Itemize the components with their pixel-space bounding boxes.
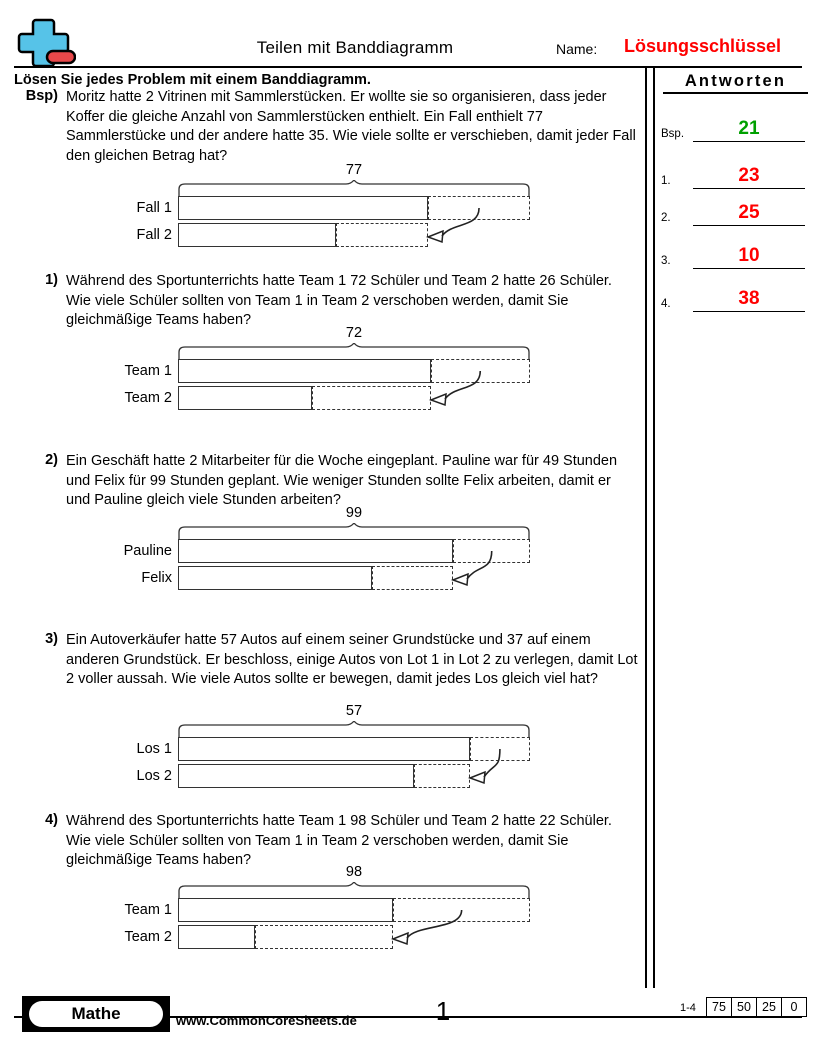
page-number: 1	[435, 996, 451, 1026]
tape-total-label: 77	[345, 162, 363, 178]
tape-bar-dashed-segment	[312, 386, 432, 410]
brand-label: Mathe	[29, 1001, 163, 1027]
tape-brace-icon	[178, 523, 530, 539]
tape-total-label: 72	[345, 325, 363, 341]
problem-text: Während des Sportunterrichts hatte Team 1 98 Schüler und Team 2 hatte 22 Schüler. Wie viele Schüler sollten von Team 1 in Team 2 verschoben werden, damit Sie gleichmäßige Teams haben?	[66, 813, 612, 868]
tape-total-label: 99	[345, 505, 363, 521]
tape-bar-solid-segment	[178, 386, 312, 410]
answer-row-label: Bsp.	[661, 128, 685, 140]
answer-row-label: 1.	[661, 175, 671, 187]
answer-value: 25	[738, 202, 760, 223]
page-title: Teilen mit Banddiagramm	[256, 38, 454, 57]
column-divider-right	[653, 68, 655, 988]
tape-brace-icon	[178, 343, 530, 359]
answer-row	[661, 108, 809, 142]
problem-number: 2)	[45, 452, 58, 468]
tape-brace-icon	[178, 882, 530, 898]
score-cell: 25	[757, 998, 782, 1016]
answer-value: 38	[738, 288, 760, 309]
tape-bar-label: Los 1	[136, 741, 172, 757]
problem-number: Bsp)	[25, 88, 58, 104]
instructions-text: Lösen Sie jedes Problem mit einem Banddiagramm.	[14, 72, 371, 88]
column-divider-left	[645, 68, 647, 988]
transfer-arrow-icon	[439, 549, 540, 591]
tape-bar-label: Felix	[141, 570, 172, 586]
problem-number: 4)	[45, 812, 58, 828]
plus-minus-logo-icon	[14, 18, 76, 66]
name-value: Lösungsschlüssel	[624, 36, 782, 56]
tape-bar-label: Team 2	[124, 390, 172, 406]
tape-total-label: 98	[345, 864, 363, 880]
problem-text: Moritz hatte 2 Vitrinen mit Sammlerstücken. Er wollte sie so organisieren, dass jeder Koffer die gleiche Anzahl von Sammlerstücken enthielt. Ein Fall enthielt 77 Sammlerstücke und der andere hatte 35. Wie viele sollte er verschieben, damit jeder Fall den gleichen Betrag hat?	[66, 89, 636, 164]
tape-bar-solid-segment	[178, 223, 336, 247]
page-header	[0, 0, 816, 68]
transfer-arrow-icon	[456, 747, 540, 789]
tape-bar-label: Fall 1	[136, 200, 172, 216]
problem-text: Ein Autoverkäufer hatte 57 Autos auf einem seiner Grundstücke und 37 auf einem anderen Grundstück. Er beschloss, einige Autos von Lot 1 in Lot 2 zu verlegen, damit Lot 2 voller aussah. Wie viele Autos sollte er bewegen, damit jedes Los gleich viel hat?	[66, 632, 638, 687]
tape-bar-label: Fall 2	[136, 227, 172, 243]
answer-value: 21	[738, 118, 760, 139]
answer-row-label: 4.	[661, 298, 671, 310]
tape-bar-solid-segment	[178, 925, 255, 949]
answer-row-label: 3.	[661, 255, 671, 267]
problem-text: Ein Geschäft hatte 2 Mitarbeiter für die Woche eingeplant. Pauline war für 49 Stunden und Felix für 99 Stunden geplant. Wie weniger Stunden sollte Felix arbeiten, damit er und Pauline gleich viele Stunden arbeiten?	[66, 453, 618, 508]
answer-value: 10	[738, 245, 760, 266]
answer-row	[661, 278, 809, 312]
tape-bar-label: Team 1	[124, 902, 172, 918]
tape-bar-solid-segment	[178, 566, 372, 590]
tape-bar-label: Los 2	[136, 768, 172, 784]
tape-bar-solid-segment	[178, 898, 393, 922]
tape-bar-label: Pauline	[123, 543, 172, 559]
tape-brace-icon	[178, 180, 530, 196]
answer-row	[661, 155, 809, 189]
score-cell: 50	[732, 998, 757, 1016]
problem-text: Während des Sportunterrichts hatte Team 1 72 Schüler und Team 2 hatte 26 Schüler. Wie viele Schüler sollten von Team 1 in Team 2 verschoben werden, damit Sie gleichmäßige Teams haben?	[66, 273, 612, 328]
tape-bar-label: Team 1	[124, 363, 172, 379]
answer-row	[661, 192, 809, 226]
tape-bar-solid-segment	[178, 359, 431, 383]
transfer-arrow-icon	[417, 369, 540, 411]
answer-value: 23	[738, 165, 760, 186]
site-url: www.CommonCoreSheets.de	[176, 1013, 357, 1028]
tape-bar-solid-segment	[178, 737, 470, 761]
problem-number: 3)	[45, 631, 58, 647]
brand-badge	[22, 996, 170, 1032]
score-table	[706, 997, 807, 1017]
score-range-label: 1-4	[680, 1002, 696, 1014]
header-divider	[14, 66, 802, 68]
tape-total-label: 57	[345, 703, 363, 719]
tape-bar-solid-segment	[178, 764, 414, 788]
tape-bar-solid-segment	[178, 196, 428, 220]
score-cell: 75	[707, 998, 732, 1016]
score-cell: 0	[790, 1000, 798, 1014]
problem-number: 1)	[45, 272, 58, 288]
answer-row-label: 2.	[661, 212, 671, 224]
name-label: Name:	[556, 41, 598, 57]
transfer-arrow-icon	[414, 206, 540, 248]
answer-row	[661, 235, 809, 269]
transfer-arrow-icon	[379, 908, 540, 950]
tape-bar-solid-segment	[178, 539, 453, 563]
tape-bar-label: Team 2	[124, 929, 172, 945]
tape-brace-icon	[178, 721, 530, 737]
answers-heading: Antworten	[663, 72, 808, 94]
tape-bar-dashed-segment	[255, 925, 392, 949]
